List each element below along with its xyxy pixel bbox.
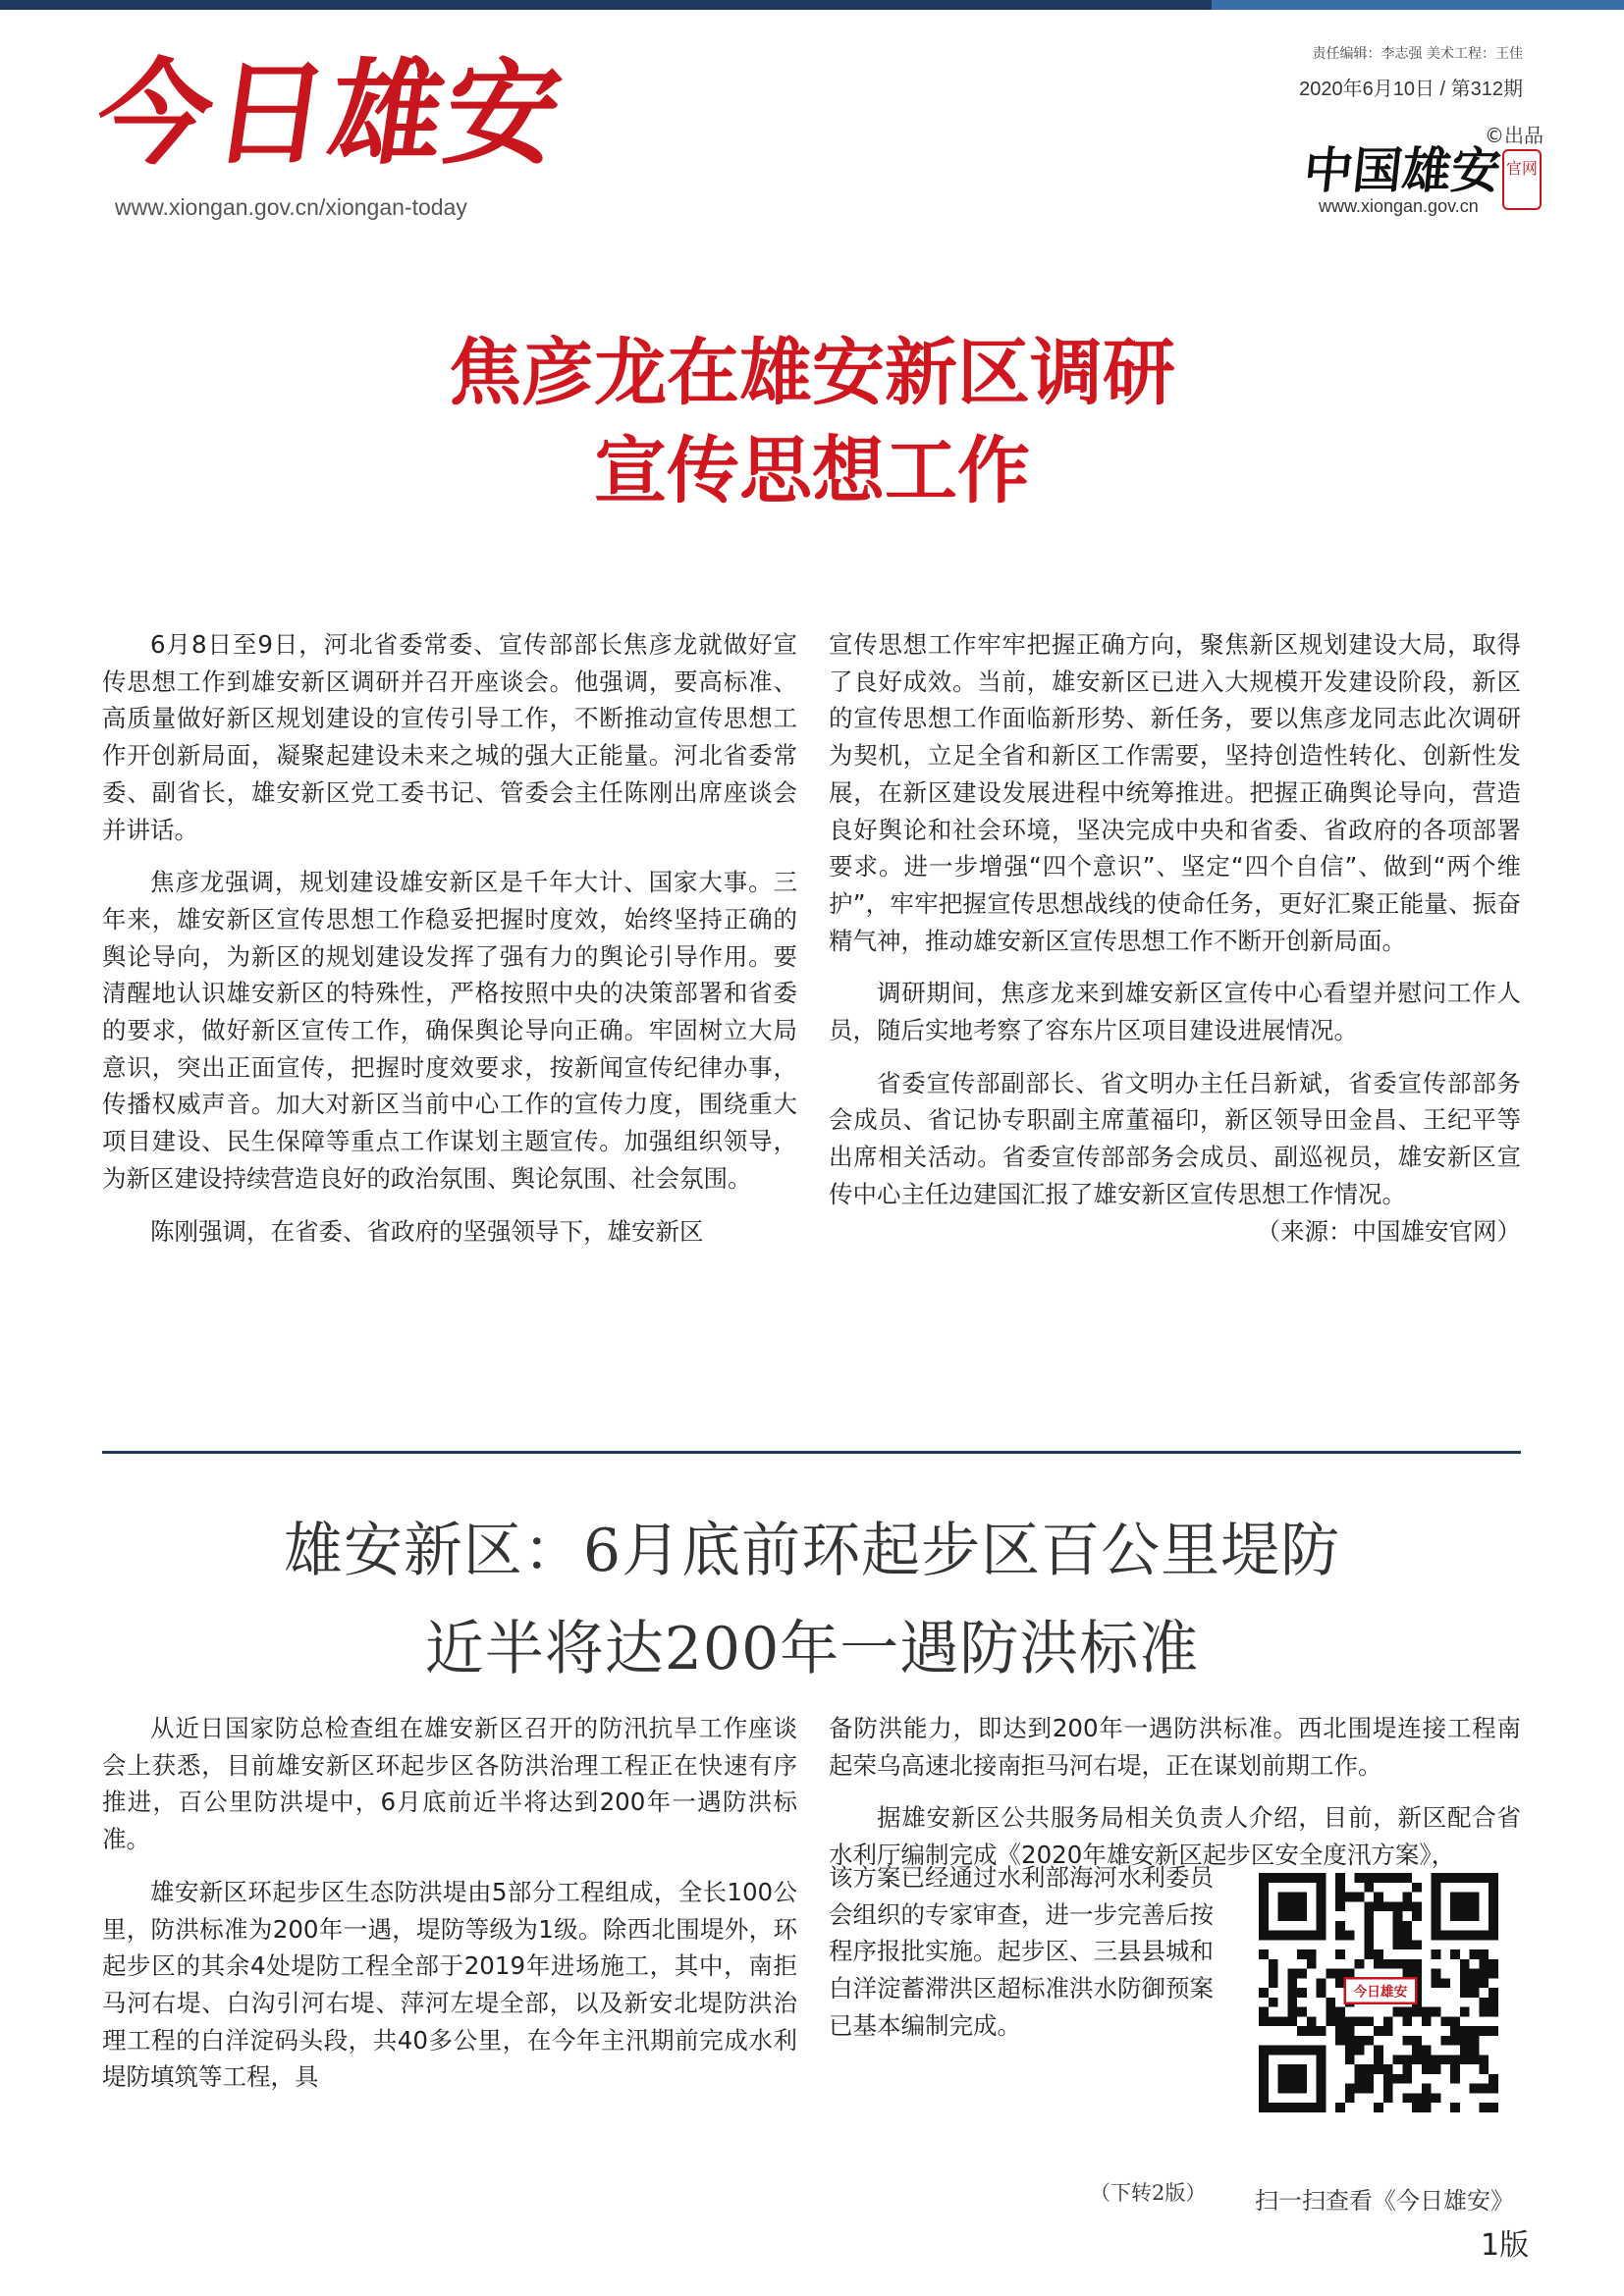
- section-divider: [102, 1451, 1521, 1454]
- brand-seal-icon: 官网: [1502, 149, 1542, 210]
- article1-title-line1: 焦彦龙在雄安新区调研: [449, 331, 1175, 415]
- article2-title-line2: 近半将达200年一遇防洪标准: [424, 1615, 1200, 1683]
- article1-paragraph: 焦彦龙强调，规划建设雄安新区是千年大计、国家大事。三年来，雄安新区宣传思想工作稳妥把握时度效，始终坚持正确的舆论导向，为新区的规划建设发挥了强有力的舆论引导作用。要清醒地认识雄安新区的特殊性，严格按照中央的决策部署和省委的要求，做好新区宣传工作，确保舆论导向正确。牢固树立大局意识，突出正面宣传，把握时度效要求，按新闻宣传纪律办事，传播权威声音。加大对新区当前中心工作的宣传力度，围绕重大项目建设、民生保障等重点工作谋划主题宣传。加强组织领导，为新区建设持续营造良好的政治氛围、舆论氛围、社会氛围。: [102, 868, 797, 1193]
- article1-paragraph: 省委宣传部副部长、省文明办主任吕新斌，省委宣传部部务会成员、省记协专职副主席董福印，新区领导田金昌、王纪平等出席相关活动。省委宣传部部务会成员、副巡视员，雄安新区宣传中心主任边建国汇报了雄安新区宣传思想工作情况。: [829, 1068, 1521, 1208]
- article1-left-column: [102, 626, 797, 1250]
- article1-paragraph: 调研期间，焦彦龙来到雄安新区宣传中心看望并慰问工作人员，随后实地考察了容东片区项目建设进展情况。: [829, 979, 1521, 1045]
- article1-title-line2: 宣传思想工作: [594, 429, 1030, 513]
- qr-center-label: 今日雄安: [1353, 1984, 1408, 2001]
- editor-credits: 责任编辑：李志强 美术工程：王佳: [1312, 46, 1523, 62]
- masthead-logo: 今日雄安: [88, 47, 571, 181]
- article2-title-line1: 雄安新区：6月底前环起步区百公里堤防: [283, 1517, 1341, 1585]
- article1-paragraph-continued: 宣传思想工作牢牢把握正确方向，聚焦新区规划建设大局，取得了良好成效。当前，雄安新区已进入大规模开发建设阶段，新区的宣传思想工作面临新形势、新任务，要以焦彦龙同志此次调研为契机，立足全省和新区工作需要，坚持创造性转化、创新性发展，在新区建设发展进程中统筹推进。把握正确舆论导向，营造良好舆论和社会环境，坚决完成中央和省委、省政府的各项部署要求。进一步增强“四个意识”、坚定“四个自信”、做到“两个维护”，牢牢把握宣传思想战线的使命任务，更好汇聚正能量、振奋精气神，推动雄安新区宣传思想工作不断开创新局面。: [829, 630, 1521, 955]
- article2-right-column: [829, 1710, 1521, 1874]
- continued-on-page-note: （下转2版）: [1090, 2181, 1207, 2205]
- article1-right-column: [829, 626, 1521, 1250]
- article2-paragraph-beside-qr: 该方案已经通过水利部海河水利委员会组织的专家审查，进一步完善后按程序报批实施。起步区、三县县城和白洋淀蓄滞洪区超标准洪水防御预案已基本编制完成。: [829, 1863, 1214, 2040]
- brand-logo: 中国雄安: [1300, 141, 1504, 199]
- produced-by-label: ©出品: [1485, 124, 1543, 147]
- article1-source: （来源：中国雄安官网）: [1256, 1216, 1521, 1246]
- article1-paragraph: 6月8日至9日，河北省委常委、宣传部部长焦彦龙就做好宣传思想工作到雄安新区调研并召开座谈会。他强调，要高标准、高质量做好新区规划建设的宣传引导工作，不断推动宣传思想工作开创新局面，凝聚起建设未来之城的强大正能量。河北省委常委、副省长，雄安新区党工委书记、管委会主任陈刚出席座谈会并讲话。: [102, 630, 797, 844]
- issue-date: 2020年6月10日 / 第312期: [1299, 79, 1523, 100]
- article2-paragraph-continued: 备防洪能力，即达到200年一遇防洪标准。西北围堤连接工程南起荣乌高速北接南拒马河右堤，正在谋划前期工作。: [829, 1714, 1521, 1780]
- article2-headline: [0, 1502, 1624, 1698]
- top-color-bar-accent: [1212, 0, 1624, 10]
- article1-headline: [0, 324, 1624, 520]
- article2-paragraph: 雄安新区环起步区生态防洪堤由5部分工程组成，全长100公里，防洪标准为200年一遇，堤防等级为1级。除西北围堤外，环起步区的其余4处堤防工程全部于2019年进场施工，其中，南拒马河右堤、白沟引河右堤、萍河左堤全部，以及新安北堤防洪治理工程的白洋淀码头段，共40多公里，在今年主汛期前完成水利堤防填筑等工程，具: [102, 1877, 797, 2092]
- article2-left-column: [102, 1710, 797, 2096]
- article1-paragraph: 陈刚强调，在省委、省政府的坚强领导下，雄安新区: [150, 1216, 704, 1246]
- page-number: 1版: [1481, 2228, 1530, 2263]
- article2-paragraph: 从近日国家防总检查组在雄安新区召开的防汛抗旱工作座谈会上获悉，目前雄安新区环起步区各防洪治理工程正在快速有序推进，百公里防洪堤中，6月底前近半将达到200年一遇防洪标准。: [102, 1714, 797, 1854]
- top-color-bar: [0, 0, 1624, 10]
- masthead-url[interactable]: www.xiongan.gov.cn/xiongan-today: [115, 194, 467, 220]
- article2-paragraph: 据雄安新区公共服务局相关负责人介绍，目前，新区配合省水利厅编制完成《2020年雄安新区起步区安全度汛方案》，: [829, 1803, 1521, 1870]
- qr-caption: 扫一扫查看《今日雄安》: [1255, 2187, 1514, 2215]
- brand-url[interactable]: www.xiongan.gov.cn: [1319, 196, 1479, 216]
- qr-code[interactable]: [1259, 1873, 1498, 2112]
